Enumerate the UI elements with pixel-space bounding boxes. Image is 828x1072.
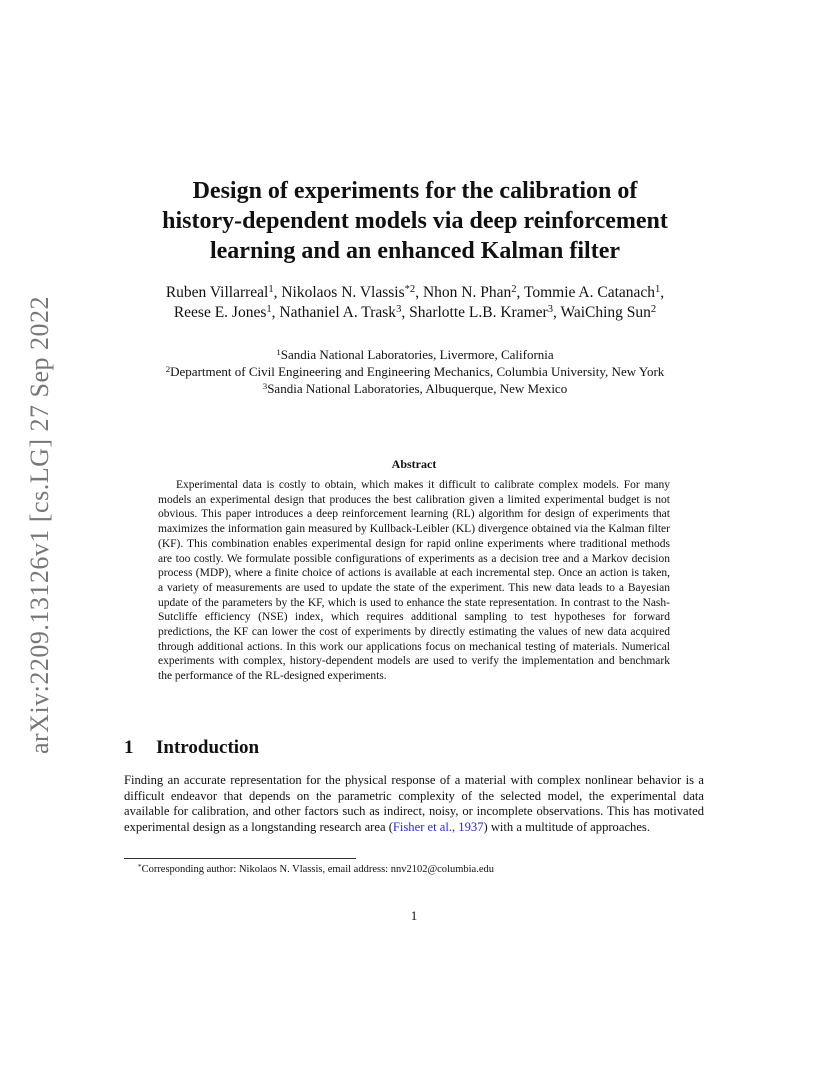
author-name: Nikolaos N. Vlassis — [281, 284, 405, 301]
author-affiliation-mark: 1 — [655, 284, 661, 296]
author-affiliation-mark: 3 — [547, 304, 553, 316]
author-name: Ruben Villarreal — [165, 284, 269, 301]
author-name: WaiChing Sun — [560, 304, 651, 321]
title-line: history-dependent models via deep reinforcement — [162, 208, 668, 234]
footnote: *Corresponding author: Nikolaos N. Vlassis, email address: nnv2102@columbia.edu — [138, 862, 494, 875]
affiliation: $^2$Department of Civil Engineering and Engineering Mechanics, Columbia University, New York — [165, 364, 665, 379]
author-affiliation-mark: 2 — [650, 304, 657, 316]
title-line: learning and an enhanced Kalman filter — [209, 238, 621, 264]
footnote-mark: * — [138, 862, 142, 871]
author-line: Reese E. Jones$^1$, Nathaniel A. Trask$^3$, Sharlotte L.B. Kramer$^3$, WaiChing Sun$^2$ — [173, 304, 657, 321]
author-affiliation-mark: *2 — [404, 284, 416, 296]
author-name: Tommie A. Catanach — [523, 284, 656, 301]
affiliation: $^1$Sandia National Laboratories, Livermore, California — [276, 347, 554, 362]
abstract-heading: Abstract — [391, 457, 437, 471]
affiliation: $^3$Sandia National Laboratories, Albuquerque, New Mexico — [262, 381, 568, 396]
author-name: Sharlotte L.B. Kramer — [409, 304, 548, 321]
author-name: Nathaniel A. Trask — [279, 304, 397, 321]
page-number: 1 — [410, 908, 418, 923]
affiliations — [105, 346, 725, 397]
author-name: Nhon N. Phan — [422, 284, 512, 301]
abstract-body: Experimental data is costly to obtain, which makes it difficult to calibrate complex models. For many models an experimental design that produces the best calibration given a limited experimental budget is not obvious. This paper introduces a deep reinforcement learning (RL) algorithm for design of experiments that maximizes the information gain measured by Kullback-Leibler (KL) divergence obtained via the Kalman filter (KF). This combination enables experimental design for rapid online experiments where traditional methods are too costly. We formulate possible configurations of experiments as a decision tree and a Markov decision process (MDP), where a finite choice of actions is available at each incremental step. Once an action is taken, a variety of measurements are used to update the state of the experiment. This new data leads to a Bayesian update of the parameters by the KF, which is used to enhance the state representation. In contrast to the Nash-Sutcliffe efficiency (NSE) index, which requires additional sampling to test hypotheses for forward predictions, the KF can lower the cost of experiments by directly estimating the values of new data acquired through additional actions. In this work our applications focus on mechanical testing of materials. Numerical experiments with complex, history-dependent models are used to verify the implementation and benchmark the performance of the RL-designed experiments. — [158, 479, 670, 683]
section-heading — [124, 737, 259, 759]
intro-paragraph: Finding an accurate representation for the physical response of a material with complex nonlinear behavior is a difficult endeavor that depends on the parametric complexity of the selected model, the experimental data available for calibration, and other factors such as indirect, noisy, or incomplete observations. This has motivated experimental design as a longstanding research area (Fisher et al., 1937) with a multitude of approaches. — [124, 773, 704, 834]
paper-title — [110, 176, 720, 266]
author-affiliation-mark: 1 — [268, 284, 274, 296]
author-list — [105, 283, 725, 323]
footnote-divider — [124, 858, 356, 859]
citation-link[interactable]: Fisher et al., 1937 — [392, 819, 484, 834]
author-affiliation-mark: 3 — [396, 304, 402, 316]
section-number: 1 — [124, 737, 134, 758]
author-name: Reese E. Jones — [173, 304, 267, 321]
arxiv-stamp — [20, 290, 60, 760]
arxiv-identifier: arXiv:2209.13126v1 [cs.LG] 27 Sep 2022 — [25, 295, 54, 755]
title-line: Design of experiments for the calibration of — [192, 178, 638, 204]
author-line: Ruben Villarreal$^1$, Nikolaos N. Vlassis$^{*2}$, Nhon N. Phan$^2$, Tommie A. Catanach$^1$, — [165, 284, 665, 301]
section-title: Introduction — [156, 737, 260, 758]
author-affiliation-mark: 1 — [266, 304, 272, 316]
author-affiliation-mark: 2 — [511, 284, 517, 296]
